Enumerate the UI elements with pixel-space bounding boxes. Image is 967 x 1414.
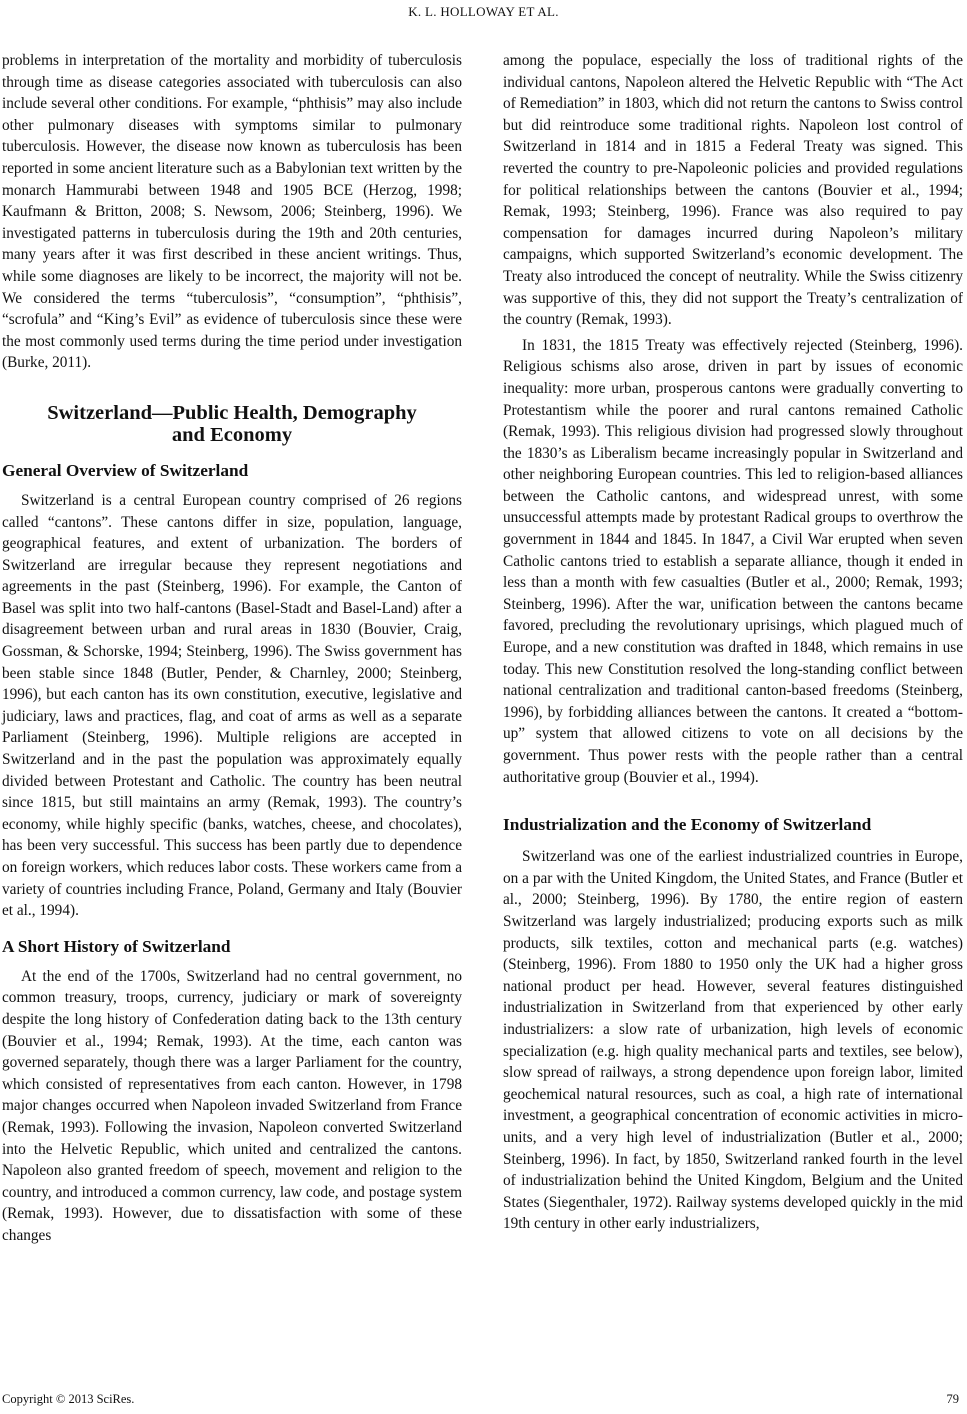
subheading-short-history: A Short History of Switzerland (2, 936, 231, 956)
left-column (2, 50, 462, 1247)
paragraph-short-history: At the end of the 1700s, Switzerland had no central government, no common treasury, troops, currency, judiciary or mark of sovereignty despite the long history of Confederation dating back to the 13th century (Bouvier et al., 1994; Remak, 1993). At the time, each canton was governed separately, though there was a larger Parliament for the country, which consisted of representatives from each canton. However, in 1798 major changes occurred when Napoleon invaded Switzerland from France (Remak, 1993). Following the invasion, Napoleon converted Switzerland into the Helvetic Republic, which united and centralized the cantons. Napoleon also granted freedom of speech, movement and religion to the country, and introduced a common currency, law code, and postage system (Remak, 1993). However, due to dissatisfaction with some of these changes (2, 967, 462, 1244)
copyright-footer: Copyright © 2013 SciRes. (2, 1392, 135, 1406)
subheading-general-overview: General Overview of Switzerland (2, 460, 249, 480)
section-title-line1: Switzerland—Public Health, Demography (47, 401, 417, 424)
paragraph-1831: In 1831, the 1815 Treaty was effectively rejected (Steinberg, 1996). Religious schisms also arose, driven in part by issues of economic inequality: more urban, prosperous cantons were gradually converting to Protestantism while the poorer and rural cantons remained Catholic (Remak, 1993). This religious division had progressed slowly throughout the 1830’s as Liberalism became increasingly popular in Switzerland and other neighboring European countries. This led to religion-based alliances between the Catholic cantons, and widespread unrest, with some unsuccessful attempts made by protestant Radical groups to overthrow the government in 1844 and 1845. In 1847, a Civil War erupted when seven Catholic cantons tried to establish a separate alliance, though it ended in less than a month with few casualties (Butler et al., 2000; Remak, 1993; Steinberg, 1996). After the war, unification between the cantons became favored, precluding the revolutionary uprisings, which plagued much of Europe, and a new constitution was drafted in 1848, which remains in use today. This new Constitution resolved the long-standing conflict between national centralization and traditional canton-based freedoms (Steinberg, 1996), by forbidding alliances between the cantons. It created a “bottom-up” system that allowed citizens to vote on all decisions by the government. Thus power rests with the people rather than a central authoritative group (Bouvier et al., 1994). (503, 336, 963, 786)
paragraph-intro-continued: problems in interpretation of the mortality and morbidity of tuberculosis through time as disease categories associated with tuberculosis can also include several other conditions. For example, “phthisis” may also include other pulmonary diseases with symptoms similar to pulmonary tuberculosis. However, the disease now known as tuberculosis has been reported in some ancient literature such as a Babylonian text written by the monarch Hammurabi between 1948 and 1905 BCE (Herzog, 1998; Kaufmann & Britton, 2008; S. Newsom, 2006; Steinberg, 1996). We investigated patterns in tuberculosis during the 19th and 20th centuries, many years after it was first described in these ancient writings. Thus, while some diagnoses are likely to be incorrect, the majority will not be. We considered the terms “tuberculosis”, “consumption”, “phthisis”, “scrofula” and “King’s Evil” as evidence of tuberculosis since these were the most commonly used terms during the time period under investigation (Burke, 2011). (2, 52, 462, 372)
right-column (503, 50, 963, 1235)
paragraph-industrialization: Switzerland was one of the earliest industrialized countries in Europe, on a par with the United Kingdom, the United States, and France (Butler et al., 2000; Steinberg, 1996). By 1780, the entire region of eastern Switzerland was largely industrialized; producing exports such as milk products, silk textiles, cotton and mechanical parts (e.g. watches) (Steinberg, 1996). From 1880 to 1950 only the UK had a higher gross national product per head. However, several features distinguished industrialization in Switzerland from that experienced by other early industrializers: a slow rate of urbanization, high levels of economic specialization (e.g. high quality mechanical parts and textiles, see below), slow spread of railways, a strong dependence upon foreign labor, limited geochemical natural resources, such as coal, a high rate of international investment, a geographical concentration of economic activities in micro-units, and a very high level of industrialization (Butler et al., 2000; Steinberg, 1996). In fact, by 1850, Switzerland ranked fourth in the level of industrialization behind the United Kingdom, Belgium and the United States (Siegenthaler, 1972). Railway systems developed quickly in the mid 19th century in other early industrializers, (503, 848, 963, 1233)
paragraph-general-overview: Switzerland is a central European country comprised of 26 regions called “cantons”. These cantons differ in size, population, language, geographical features, and extent of urbanization. The borders of Switzerland are irregular because they represent negotiations and agreements in the past (Steinberg, 1996). For example, the Canton of Basel was split into two half-cantons (Basel-Stadt and Basel-Land) after a disagreement between urban and rural areas in 1830 (Bouvier, Craig, Gossman, & Schorske, 1994; Steinberg, 1996). The Swiss government has been stable since 1848 (Butler, Pender, & Charnley, 2000; Steinberg, 1996), but each canton has its own constitution, executive, legislative and judiciary, laws and practices, flag, and coat of arms as well as a separate Parliament (Steinberg, 1996). Multiple religions are accepted in Switzerland and in the past the population was approximately equally divided between Protestant and Catholic. The country has been neutral since 1815, but still maintains an army (Remak, 1993). The country’s economy, while highly specific (banks, watches, cheese, and chocolates), has been very successful. This success has been partly due to dependence on foreign workers, which reduces labor costs. These workers came from a variety of countries including France, Poland, Germany and Italy (Bouvier et al., 1994). (2, 491, 462, 920)
paragraph-history-continued: among the populace, especially the loss of traditional rights of the individual cantons, Napoleon altered the Helvetic Republic with “The Act of Remediation” in 1803, which did not return the cantons to Swiss control but did reintroduce some traditional rights. Napoleon lost control of Switzerland in 1814 and in 1815 a Federal Treaty was signed. This reverted the country to pre-Napoleonic policies and provided regulations for political relationships between the cantons (Bouvier et al., 1994; Remak, 1993; Steinberg, 1996). France was also required to pay compensation for damages incurred during Napoleon’s military campaigns, which supported Switzerland’s economic development. The Treaty also introduced the concept of neutrality. While the Swiss citizenry was supportive of this, they did not support the Treaty’s centralization of the country (Remak, 1993). (503, 52, 963, 329)
section-title (2, 402, 462, 446)
running-head: K. L. HOLLOWAY ET AL. (408, 4, 559, 19)
page-number: 79 (946, 1392, 959, 1406)
subheading-industrialization: Industrialization and the Economy of Switzerland (503, 815, 872, 835)
section-title-line2: and Economy (171, 423, 293, 446)
